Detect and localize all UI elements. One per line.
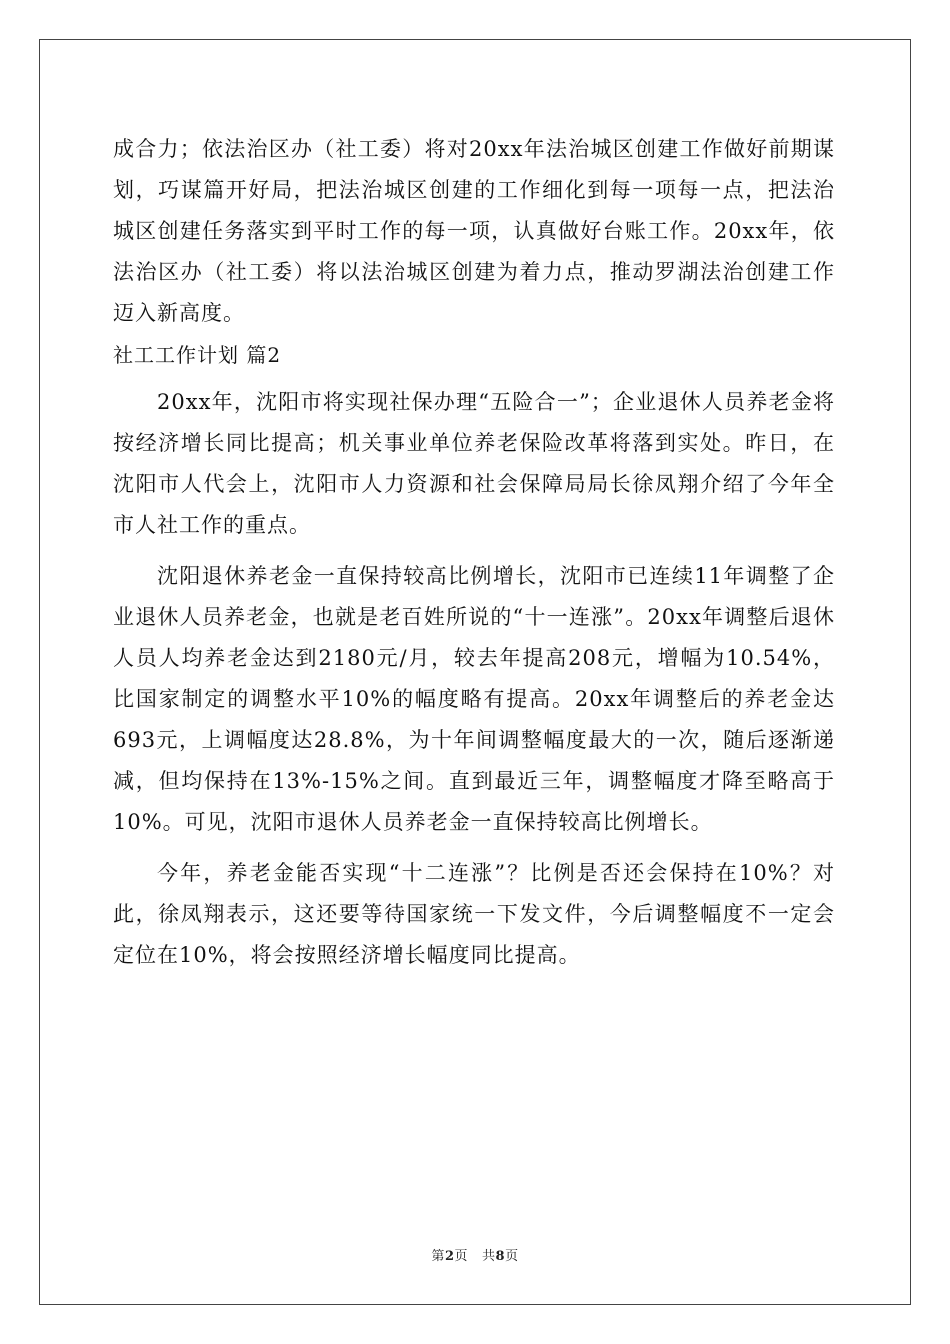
footer-page-current: 2 [444,1249,455,1264]
footer-total-prefix: 共 [482,1249,496,1264]
footer-total-suffix: 页 [505,1249,519,1264]
paragraph: 沈阳退休养老金一直保持较高比例增长，沈阳市已连续11年调整了企业退休人员养老金，也就是老百姓所说的“十一连涨”。20xx年调整后退休人员人均养老金达到2180元/月，较去年提高208元，增幅为10.54%，比国家制定的调整水平10%的幅度略有提高。20xx年调整后的养老金达693元，上调幅度达28.8%，为十年间调整幅度最大的一次，随后逐渐递减，但均保持在13%-15%之间。直到最近三年，调整幅度才降至略高于10%。可见，沈阳市退休人员养老金一直保持较高比例增长。 [113,564,835,834]
section-heading: 社工工作计划 篇2 [113,343,282,367]
footer-page-total: 8 [495,1249,506,1264]
footer-page-prefix: 第 [431,1249,445,1264]
footer-page-suffix: 页 [454,1249,468,1264]
paragraph: 今年，养老金能否实现“十二连涨”？比例是否还会保持在10%？对此，徐凤翔表示，这还要等待国家统一下发文件，今后调整幅度不一定会定位在10%，将会按照经济增长幅度同比提高。 [113,861,835,967]
page-footer [0,1245,950,1264]
paragraph-continuation: 成合力；依法治区办（社工委）将对20xx年法治城区创建工作做好前期谋划，巧谋篇开好局，把法治城区创建的工作细化到每一项每一点，把法治城区创建任务落实到平时工作的每一项，认真做好台账工作。20xx年，依法治区办（社工委）将以法治城区创建为着力点，推动罗湖法治创建工作迈入新高度。 [113,137,835,325]
paragraph: 20xx年，沈阳市将实现社保办理“五险合一”；企业退休人员养老金将按经济增长同比提高；机关事业单位养老保险改革将落到实处。昨日，在沈阳市人代会上，沈阳市人力资源和社会保障局局长徐凤翔介绍了今年全市人社工作的重点。 [113,390,835,537]
document-body [113,129,835,986]
